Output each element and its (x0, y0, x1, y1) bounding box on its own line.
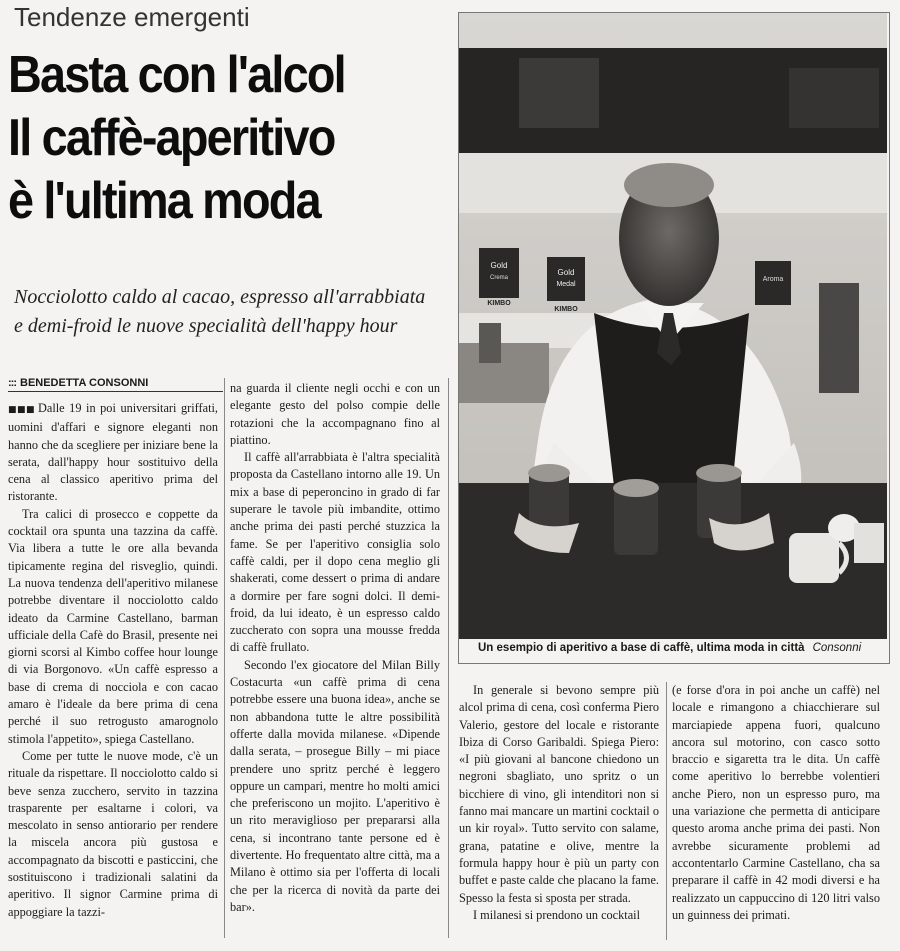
paragraph: Secondo l'ex giocatore del Milan Billy Costacurta «un caffè prima di cena potrebbe essere una buona idea», anche se non abbandona tutte le altre possibilità offerte dalla movida milanese. «Dipende dalla serata, – prosegue Billy – mi piace prendere uno spritz perché è leggero oppure un campari, mentre ho molti amici che preferiscono un mojito. L'aperitivo è un rito meraviglioso per prepararsi alla cena, si incontrano tante persone ed è divertente. Ho frequentato altre città, ma a Milano è ottimo sia per l'offerta di locali che per la ricerca di novità da parte dei bar». (230, 657, 440, 914)
article-column-2 (230, 380, 440, 916)
headline-line-2: Il caffè-aperitivo (8, 109, 335, 167)
sign-text: Medal (556, 281, 576, 288)
sign-text: Gold (557, 268, 575, 277)
subheadline-line-1: Nocciolotto caldo al cacao, espresso all'arrabbiata (14, 286, 426, 308)
column-divider (224, 378, 225, 938)
byline-author: BENEDETTA CONSONNI (20, 377, 149, 389)
paragraph: Come per tutte le nuove mode, c'è un rituale da rispettare. Il nocciolotto caldo si beve senza zucchero, servito in tazzina trasparente per esaltarne i colori, va mescolato in senso antiorario per rendere la miscela ancora più gustosa e accompagnato da biscotti e pasticcini, che sostituiscono i tradizionali salatini da aperitivo. Il signor Carmine prima di appoggiare la tazzi- (8, 748, 218, 919)
paragraph: I milanesi si prendono un cocktail (473, 907, 640, 922)
photo-credit: Consonni (812, 642, 862, 654)
lead-marker: ■■■ (8, 405, 35, 415)
barista-photo (459, 13, 887, 639)
byline-marker: ::: (8, 377, 16, 389)
sign-text: Crema (489, 275, 509, 281)
paragraph: Tra calici di prosecco e coppette da cocktail ora spunta una tazzina da caffè. Via libera a tutte le ore alla bevanda tipicamente regina del risveglio, quindi. La nuova tendenza dell'aperitivo milanese potrebbe diventare il nocciolotto caldo ideato da Carmine Castellano, barman ufficiale della Cafè do Brasil, presente nei giorni scorsi al Kimbo coffee hour lounge di via Borgonovo. «Un caffè espresso a base di crema di nocciola e con cacao amaro è l'ideale da bere prima di cena perché il suo retrogusto amarognolo stimola l'appetito», spiega Castellano. (8, 506, 218, 746)
headline-line-3: è l'ultima moda (8, 172, 320, 230)
brand-sign (479, 248, 519, 298)
headline-line-1: Basta con l'alcol (8, 46, 345, 104)
brand-sign (755, 261, 791, 305)
headline (8, 44, 404, 233)
brand-logo-text: KIMBO (554, 306, 578, 313)
photo-caption (478, 642, 878, 654)
paragraph: na guarda il cliente negli occhi e con un elegante gesto del polso compie delle rotazioni che la accompagnano fino al piattino. (230, 381, 440, 447)
sign-text: Gold (490, 261, 508, 270)
byline (8, 377, 223, 392)
caption-text: Un esempio di aperitivo a base di caffè, ultima moda in città (478, 642, 805, 654)
subheadline-line-2: e demi-froid le nuove specialità dell'happy hour (14, 315, 398, 337)
subheadline (14, 283, 454, 341)
brand-sign (547, 257, 585, 301)
article-column-1 (8, 400, 218, 921)
article-column-4 (672, 682, 880, 924)
sign-text: Aroma (762, 276, 784, 283)
paragraph: Il caffè all'arrabbiata è l'altra specialità proposta da Castellano intorno alle 19. Un mix a base di peperoncino in grado di far superare le tavole più imbandite, ottimo anche prima dei pasti perché stuzzica la fame. Se per l'aperitivo consiglia solo caffè caldi, per il dopo cena meglio gli shakerati, come dessert o prima di andare a dormire per fare sogni dolci. Il demi-froid, da lui ideato, è un espresso caldo zuccherato con sopra una mousse fredda di caffè frullato. (230, 450, 440, 655)
paragraph: In generale si bevono sempre più alcol prima di cena, così conferma Piero Valerio, gestore del locale e ristorante Ibiza di Corso Garibaldi. Spiega Piero: «I più giovani al bancone chiedono un negroni sbagliato, uno spritz o un bicchiere di vino, gli intenditori non si fanno mai mancare un martini cocktail o un kir royal». Tutto servito con salame, grana, patatine e olive, mentre la formula happy hour è più un party con buffet e paste calde che placano la fame. Spesso la festa si sposta per strada. (459, 683, 659, 905)
paragraph-text: Dalle 19 in poi universitari griffati, uomini d'affari e signore eleganti non hanno che da scegliere per iniziare bene la serata, dall'happy hour sostituivo della cena al classico aperitivo prima del ristorante. (8, 401, 218, 504)
column-divider (448, 378, 449, 938)
brand-logo-text: KIMBO (487, 300, 511, 307)
section-kicker: Tendenze emergenti (14, 2, 250, 32)
paragraph (8, 400, 218, 506)
article-column-3 (459, 682, 659, 924)
paragraph: (e forse d'ora in poi anche un caffè) nel locale e rimangono a chiacchierare sul marciapiede appena fuori, qualcuno ancora sul motorino, con casco sotto braccio e sigaretta tra le dita. Un caffè come aperitivo lo berrebbe volentieri anche Piero, non un espresso puro, ma una variazione che permetta di anticipare questo aroma anche prima dei pasti. Non avrebbe sicuramente problemi ad accontentarlo Carmine Castellano, cha sa preparare il caffè in 42 modi diversi e ha realizzato un cappuccino di 120 litri valso un guinness dei primati. (672, 683, 880, 922)
column-divider (666, 682, 667, 940)
